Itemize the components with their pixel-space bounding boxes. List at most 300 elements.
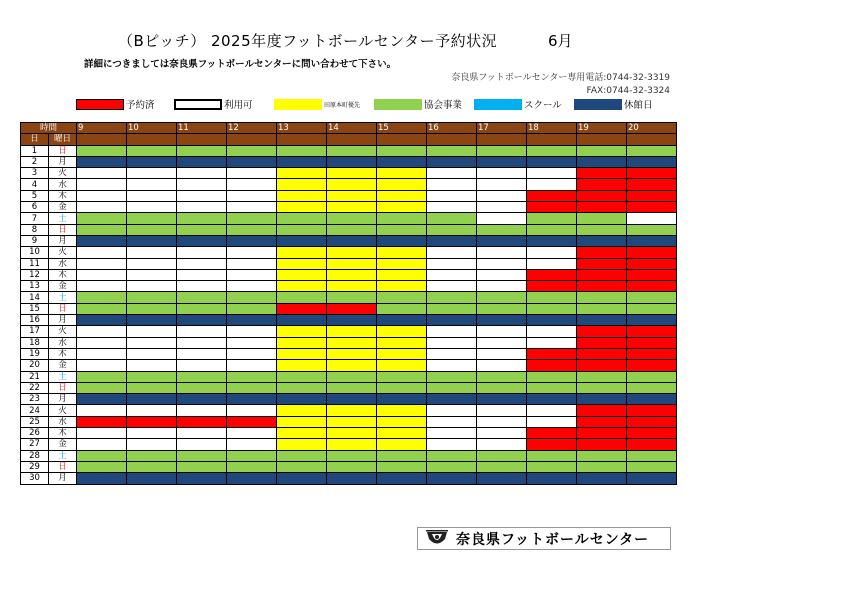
hour-header: 14 — [327, 123, 377, 134]
weekday: 土 — [49, 213, 77, 224]
slot-reserved — [177, 416, 227, 427]
hour-header: 11 — [177, 123, 227, 134]
slot-tawaramoto — [277, 269, 327, 280]
legend-label-tawaramoto: 田原本町優先 — [324, 101, 361, 109]
weekday: 月 — [49, 473, 77, 484]
slot-available — [427, 281, 477, 292]
slot-tawaramoto — [327, 258, 377, 269]
slot-available — [177, 360, 227, 371]
slot-reserved — [577, 439, 627, 450]
legend-swatch-school — [474, 99, 522, 110]
slot-closed — [627, 473, 677, 484]
day-number: 7 — [21, 213, 49, 224]
weekday: 金 — [49, 360, 77, 371]
slot-closed — [477, 315, 527, 326]
slot-available — [227, 337, 277, 348]
slot-available — [477, 416, 527, 427]
slot-available — [427, 337, 477, 348]
slot-association — [177, 213, 227, 224]
slot-tawaramoto — [277, 190, 327, 201]
slot-association — [77, 213, 127, 224]
slot-association — [277, 382, 327, 393]
legend-item-tawaramoto — [274, 97, 360, 111]
slot-tawaramoto — [377, 190, 427, 201]
slot-tawaramoto — [327, 439, 377, 450]
slot-available — [77, 269, 127, 280]
day-number: 29 — [21, 461, 49, 472]
slot-available — [177, 439, 227, 450]
slot-closed — [277, 473, 327, 484]
slot-closed — [377, 473, 427, 484]
day-number: 30 — [21, 473, 49, 484]
table-row — [21, 179, 677, 190]
slot-tawaramoto — [327, 337, 377, 348]
slot-tawaramoto — [277, 360, 327, 371]
day-number: 18 — [21, 337, 49, 348]
table-row — [21, 156, 677, 167]
table-row — [21, 439, 677, 450]
weekday: 日 — [49, 145, 77, 156]
slot-association — [127, 145, 177, 156]
slot-association — [427, 224, 477, 235]
slot-available — [627, 213, 677, 224]
slot-available — [127, 405, 177, 416]
slot-closed — [277, 394, 327, 405]
crest-icon — [426, 530, 448, 548]
hour-header: 15 — [377, 123, 427, 134]
slot-available — [77, 405, 127, 416]
weekday: 火 — [49, 168, 77, 179]
weekday: 水 — [49, 258, 77, 269]
header-spacer — [627, 134, 677, 145]
page-title: （Bピッチ） 2025年度フットボールセンター予約状況 — [118, 32, 498, 50]
slot-tawaramoto — [377, 337, 427, 348]
slot-available — [227, 179, 277, 190]
slot-reserved — [577, 247, 627, 258]
slot-closed — [577, 156, 627, 167]
slot-association — [227, 292, 277, 303]
slot-association — [577, 382, 627, 393]
slot-association — [327, 371, 377, 382]
slot-association — [127, 303, 177, 314]
slot-available — [77, 428, 127, 439]
slot-association — [77, 292, 127, 303]
slot-reserved — [527, 202, 577, 213]
legend-label-available: 利用可 — [224, 100, 253, 111]
slot-association — [127, 213, 177, 224]
day-number: 23 — [21, 394, 49, 405]
slot-association — [427, 213, 477, 224]
slot-association — [627, 145, 677, 156]
slot-tawaramoto — [327, 179, 377, 190]
slot-tawaramoto — [377, 439, 427, 450]
slot-available — [227, 168, 277, 179]
slot-closed — [427, 156, 477, 167]
slot-association — [427, 292, 477, 303]
slot-closed — [127, 156, 177, 167]
slot-available — [427, 202, 477, 213]
table-row — [21, 168, 677, 179]
slot-association — [127, 382, 177, 393]
slot-tawaramoto — [277, 281, 327, 292]
slot-association — [627, 450, 677, 461]
header-day: 日 — [21, 134, 49, 145]
weekday: 月 — [49, 394, 77, 405]
slot-closed — [77, 156, 127, 167]
slot-closed — [377, 315, 427, 326]
slot-closed — [577, 315, 627, 326]
slot-tawaramoto — [377, 416, 427, 427]
slot-reserved — [577, 360, 627, 371]
slot-closed — [427, 235, 477, 246]
slot-association — [377, 213, 427, 224]
slot-available — [527, 405, 577, 416]
reservation-rows — [21, 145, 677, 484]
table-row — [21, 235, 677, 246]
slot-available — [427, 326, 477, 337]
slot-available — [177, 269, 227, 280]
slot-tawaramoto — [377, 269, 427, 280]
slot-available — [127, 269, 177, 280]
slot-association — [577, 450, 627, 461]
slot-reserved — [577, 428, 627, 439]
header-spacer — [327, 134, 377, 145]
table-row — [21, 428, 677, 439]
day-number: 8 — [21, 224, 49, 235]
slot-association — [127, 292, 177, 303]
slot-available — [127, 190, 177, 201]
slot-association — [427, 303, 477, 314]
header-spacer — [377, 134, 427, 145]
slot-tawaramoto — [277, 348, 327, 359]
slot-association — [177, 461, 227, 472]
table-row — [21, 450, 677, 461]
slot-tawaramoto — [327, 247, 377, 258]
slot-association — [277, 224, 327, 235]
slot-tawaramoto — [327, 202, 377, 213]
slot-reserved — [627, 428, 677, 439]
slot-association — [627, 371, 677, 382]
slot-available — [477, 258, 527, 269]
slot-reserved — [577, 405, 627, 416]
slot-available — [477, 179, 527, 190]
weekday: 月 — [49, 315, 77, 326]
slot-closed — [177, 473, 227, 484]
slot-available — [427, 428, 477, 439]
slot-tawaramoto — [377, 360, 427, 371]
slot-association — [277, 450, 327, 461]
slot-reserved — [527, 269, 577, 280]
slot-closed — [627, 235, 677, 246]
slot-reserved — [527, 348, 577, 359]
slot-association — [177, 303, 227, 314]
slot-association — [577, 371, 627, 382]
slot-association — [577, 224, 627, 235]
slot-association — [177, 292, 227, 303]
weekday: 水 — [49, 416, 77, 427]
slot-closed — [177, 235, 227, 246]
slot-association — [477, 303, 527, 314]
slot-closed — [477, 235, 527, 246]
slot-available — [427, 360, 477, 371]
slot-available — [527, 416, 577, 427]
slot-reserved — [627, 269, 677, 280]
slot-association — [327, 224, 377, 235]
slot-available — [77, 202, 127, 213]
slot-available — [127, 348, 177, 359]
slot-reserved — [77, 416, 127, 427]
slot-closed — [227, 156, 277, 167]
slot-tawaramoto — [377, 202, 427, 213]
slot-association — [527, 461, 577, 472]
slot-association — [127, 371, 177, 382]
slot-reserved — [577, 168, 627, 179]
slot-available — [77, 281, 127, 292]
slot-association — [427, 371, 477, 382]
weekday: 土 — [49, 450, 77, 461]
weekday: 月 — [49, 156, 77, 167]
slot-association — [527, 450, 577, 461]
day-number: 13 — [21, 281, 49, 292]
slot-closed — [527, 315, 577, 326]
slot-association — [377, 461, 427, 472]
slot-closed — [577, 235, 627, 246]
slot-reserved — [627, 416, 677, 427]
slot-association — [327, 382, 377, 393]
slot-reserved — [627, 337, 677, 348]
slot-available — [127, 179, 177, 190]
slot-association — [527, 213, 577, 224]
header-spacer — [127, 134, 177, 145]
slot-closed — [127, 235, 177, 246]
header-spacer — [77, 134, 127, 145]
slot-tawaramoto — [277, 428, 327, 439]
slot-association — [227, 303, 277, 314]
day-number: 11 — [21, 258, 49, 269]
slot-association — [477, 461, 527, 472]
slot-reserved — [627, 247, 677, 258]
slot-tawaramoto — [327, 360, 377, 371]
table-row — [21, 326, 677, 337]
slot-closed — [227, 235, 277, 246]
header-time: 時間 — [21, 123, 77, 134]
slot-association — [577, 303, 627, 314]
slot-closed — [427, 394, 477, 405]
slot-reserved — [527, 360, 577, 371]
slot-closed — [77, 315, 127, 326]
slot-closed — [327, 156, 377, 167]
slot-association — [227, 461, 277, 472]
slot-available — [177, 247, 227, 258]
slot-association — [227, 145, 277, 156]
table-row — [21, 258, 677, 269]
slot-closed — [577, 473, 627, 484]
slot-tawaramoto — [277, 179, 327, 190]
slot-association — [477, 145, 527, 156]
slot-association — [527, 382, 577, 393]
slot-available — [77, 168, 127, 179]
slot-available — [427, 416, 477, 427]
slot-reserved — [277, 303, 327, 314]
slot-available — [477, 326, 527, 337]
header-row-hours — [21, 123, 677, 134]
weekday: 金 — [49, 439, 77, 450]
slot-available — [227, 281, 277, 292]
slot-available — [177, 326, 227, 337]
slot-available — [527, 168, 577, 179]
weekday: 火 — [49, 405, 77, 416]
slot-tawaramoto — [377, 348, 427, 359]
slot-association — [577, 292, 627, 303]
slot-association — [427, 145, 477, 156]
footer-logo-text: 奈良県フットボールセンター — [456, 531, 650, 548]
slot-closed — [477, 473, 527, 484]
hour-header: 18 — [527, 123, 577, 134]
legend-item-association — [374, 97, 462, 111]
slot-association — [577, 145, 627, 156]
slot-reserved — [527, 428, 577, 439]
slot-closed — [627, 156, 677, 167]
footer-logo — [417, 527, 671, 550]
header-spacer — [577, 134, 627, 145]
legend-swatch-closed — [574, 99, 622, 110]
header-spacer — [427, 134, 477, 145]
slot-association — [377, 292, 427, 303]
slot-available — [227, 202, 277, 213]
table-row — [21, 315, 677, 326]
slot-reserved — [627, 405, 677, 416]
slot-association — [127, 224, 177, 235]
weekday: 水 — [49, 337, 77, 348]
slot-association — [477, 292, 527, 303]
slot-association — [177, 371, 227, 382]
legend-swatch-tawaramoto — [274, 99, 322, 110]
slot-available — [127, 202, 177, 213]
slot-tawaramoto — [377, 247, 427, 258]
slot-available — [427, 405, 477, 416]
slot-reserved — [627, 179, 677, 190]
slot-available — [227, 439, 277, 450]
slot-available — [177, 405, 227, 416]
slot-closed — [377, 235, 427, 246]
slot-association — [327, 213, 377, 224]
table-row — [21, 224, 677, 235]
slot-available — [177, 258, 227, 269]
slot-available — [127, 337, 177, 348]
slot-tawaramoto — [277, 416, 327, 427]
contact-tel: 奈良県フットボールセンター専用電話:0744-32-3319 — [451, 73, 670, 83]
slot-association — [77, 224, 127, 235]
slot-available — [127, 168, 177, 179]
slot-tawaramoto — [327, 416, 377, 427]
header-spacer — [227, 134, 277, 145]
contact-fax: FAX:0744-32-3324 — [586, 86, 670, 96]
slot-closed — [177, 315, 227, 326]
slot-closed — [527, 473, 577, 484]
slot-association — [177, 145, 227, 156]
slot-available — [477, 202, 527, 213]
slot-available — [427, 179, 477, 190]
reservation-table — [20, 122, 677, 485]
slot-available — [227, 428, 277, 439]
day-number: 6 — [21, 202, 49, 213]
slot-tawaramoto — [377, 405, 427, 416]
slot-association — [377, 224, 427, 235]
slot-association — [227, 450, 277, 461]
slot-association — [527, 145, 577, 156]
table-row — [21, 145, 677, 156]
day-number: 4 — [21, 179, 49, 190]
table-row — [21, 303, 677, 314]
hour-header: 13 — [277, 123, 327, 134]
slot-available — [427, 348, 477, 359]
table-row — [21, 394, 677, 405]
slot-tawaramoto — [377, 258, 427, 269]
header-row-day — [21, 134, 677, 145]
weekday: 金 — [49, 281, 77, 292]
slot-available — [177, 428, 227, 439]
slot-association — [377, 303, 427, 314]
slot-available — [527, 258, 577, 269]
legend-label-association: 協会事業 — [424, 100, 463, 111]
hour-header: 9 — [77, 123, 127, 134]
slot-closed — [327, 235, 377, 246]
slot-association — [177, 382, 227, 393]
slot-available — [177, 168, 227, 179]
slot-tawaramoto — [377, 326, 427, 337]
slot-available — [177, 337, 227, 348]
hour-header: 12 — [227, 123, 277, 134]
slot-available — [77, 360, 127, 371]
weekday: 日 — [49, 461, 77, 472]
slot-available — [477, 247, 527, 258]
slot-reserved — [527, 281, 577, 292]
slot-association — [377, 382, 427, 393]
weekday: 土 — [49, 371, 77, 382]
weekday: 日 — [49, 224, 77, 235]
slot-tawaramoto — [327, 269, 377, 280]
day-number: 15 — [21, 303, 49, 314]
day-number: 24 — [21, 405, 49, 416]
legend-label-closed: 休館日 — [624, 100, 653, 111]
slot-closed — [577, 394, 627, 405]
table-row — [21, 292, 677, 303]
weekday: 日 — [49, 303, 77, 314]
slot-closed — [627, 394, 677, 405]
slot-available — [427, 190, 477, 201]
slot-association — [627, 382, 677, 393]
slot-available — [227, 360, 277, 371]
day-number: 12 — [21, 269, 49, 280]
legend-label-reserved: 予約済 — [126, 100, 155, 111]
slot-available — [227, 405, 277, 416]
slot-association — [427, 382, 477, 393]
slot-association — [327, 145, 377, 156]
header-spacer — [477, 134, 527, 145]
weekday: 木 — [49, 428, 77, 439]
table-row — [21, 247, 677, 258]
slot-available — [477, 190, 527, 201]
slot-association — [627, 303, 677, 314]
slot-available — [477, 439, 527, 450]
day-number: 22 — [21, 382, 49, 393]
slot-reserved — [627, 439, 677, 450]
slot-reserved — [627, 190, 677, 201]
slot-association — [277, 461, 327, 472]
slot-closed — [277, 235, 327, 246]
slot-association — [527, 224, 577, 235]
slot-tawaramoto — [327, 281, 377, 292]
